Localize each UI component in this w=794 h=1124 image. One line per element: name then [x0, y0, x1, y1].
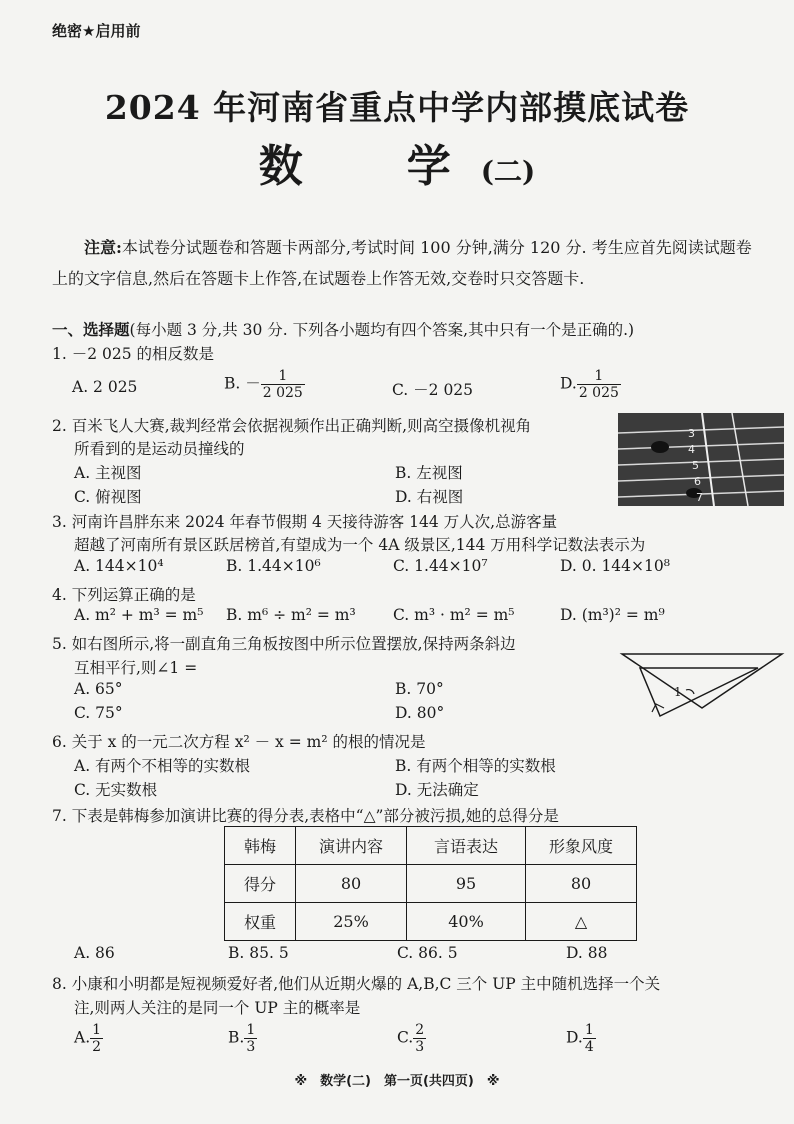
q5-option-d: D. 80°	[395, 704, 445, 722]
q1-b-prefix: B. －	[224, 374, 261, 393]
q2-option-c: C. 俯视图	[74, 488, 142, 506]
q1-option-b	[224, 368, 305, 401]
q2-stem-line1: 2. 百米飞人大赛,裁判经常会依据视频作出正确判断,则高空摄像机视角	[52, 417, 532, 435]
table-cell: 40%	[407, 903, 526, 941]
lane-number: 4	[688, 443, 695, 456]
q8-option-b	[228, 1022, 257, 1055]
table-row	[225, 827, 637, 865]
table-cell: 言语表达	[407, 827, 526, 865]
q8-b-prefix: B.	[228, 1028, 245, 1047]
triangle-svg	[616, 640, 788, 722]
confidential-label: 绝密★启用前	[52, 22, 141, 40]
table-cell: 80	[296, 865, 407, 903]
q3-option-c: C. 1.44×10⁷	[393, 557, 488, 575]
finish-line-svg	[618, 413, 784, 506]
q2-option-b: B. 左视图	[395, 464, 463, 482]
table-row	[225, 903, 637, 941]
table-cell: 形象风度	[526, 827, 637, 865]
q7-option-b: B. 85. 5	[228, 944, 289, 962]
q8-c-prefix: C.	[397, 1028, 414, 1047]
q1-d-numerator: 1	[577, 368, 621, 385]
q3-option-d: D. 0. 144×10⁸	[560, 557, 670, 575]
q3-stem-line2: 超越了河南所有景区跃居榜首,有望成为一个 4A 级景区,144 万用科学记数法表示为	[74, 536, 646, 554]
q6-option-c: C. 无实数根	[74, 781, 158, 799]
q8-a-numerator: 1	[92, 1022, 102, 1038]
q6-option-d: D. 无法确定	[395, 781, 479, 799]
q1-option-d	[560, 368, 621, 401]
finish-line-photo	[618, 413, 784, 506]
section-label: 一、选择题	[52, 320, 130, 339]
q4-option-d: D. (m³)² = m⁹	[560, 606, 665, 624]
notice-label: 注意:	[84, 238, 122, 257]
q1-option-c: C. －2 025	[392, 381, 474, 399]
subject-title	[0, 130, 794, 194]
triangle-figure	[616, 640, 788, 722]
subject-name: 数 学	[258, 141, 481, 192]
table-cell: 25%	[296, 903, 407, 941]
q8-stem-line1: 8. 小康和小明都是短视频爱好者,他们从近期火爆的 A,B,C 三个 UP 主中随机选择一个关	[52, 975, 661, 993]
angle-arc	[686, 690, 694, 694]
table-cell: 得分	[225, 865, 296, 903]
exam-title: 2024 年河南省重点中学内部摸底试卷	[104, 88, 690, 127]
q8-b-fraction	[244, 1022, 257, 1055]
q1-b-denominator: 2 025	[262, 385, 303, 401]
q1-option-a: A. 2 025	[72, 378, 138, 396]
q6-option-a: A. 有两个不相等的实数根	[74, 757, 251, 775]
triangle-lower	[640, 668, 758, 716]
q8-d-denominator: 4	[584, 1039, 594, 1055]
q8-a-prefix: A.	[74, 1028, 91, 1047]
notice-text: 本试卷分试题卷和答题卡两部分,考试时间 100 分钟,满分 120 分. 考生应首先阅读试题卷上的文字信息,然后在答题卡上作答,在试题卷上作答无效,交卷时只交答题卡.	[52, 238, 752, 288]
table-cell: 演讲内容	[296, 827, 407, 865]
q1-d-fraction	[577, 368, 621, 401]
table-cell: 权重	[225, 903, 296, 941]
q4-stem: 4. 下列运算正确的是	[52, 586, 196, 604]
lane-number: 5	[692, 459, 699, 472]
q8-c-numerator: 2	[415, 1022, 425, 1038]
q8-option-d	[566, 1022, 596, 1055]
table-cell: 韩梅	[225, 827, 296, 865]
q7-option-d: D. 88	[566, 944, 608, 962]
lane-number: 6	[694, 475, 701, 488]
q3-option-b: B. 1.44×10⁶	[226, 557, 321, 575]
q8-b-numerator: 1	[246, 1022, 256, 1038]
q8-c-denominator: 3	[415, 1039, 425, 1055]
q2-stem-line2: 所看到的是运动员撞线的	[74, 440, 245, 458]
q1-d-denominator: 2 025	[578, 385, 619, 401]
q5-option-c: C. 75°	[74, 704, 123, 722]
q1-b-numerator: 1	[261, 368, 305, 385]
section-heading	[52, 318, 634, 340]
q8-stem-line2: 注,则两人关注的是同一个 UP 主的概率是	[74, 999, 361, 1017]
q8-d-numerator: 1	[584, 1022, 594, 1038]
table-cell: △	[526, 903, 637, 941]
q3-option-a: A. 144×10⁴	[74, 557, 164, 575]
q6-stem: 6. 关于 x 的一元二次方程 x² － x = m² 的根的情况是	[52, 733, 426, 751]
q4-option-a: A. m² + m³ = m⁵	[74, 606, 204, 624]
notice-paragraph	[52, 232, 757, 294]
q8-b-denominator: 3	[246, 1039, 256, 1055]
q8-d-prefix: D.	[566, 1028, 583, 1047]
q5-option-b: B. 70°	[395, 680, 444, 698]
q2-option-d: D. 右视图	[395, 488, 464, 506]
score-table	[224, 826, 637, 941]
q8-option-a	[74, 1022, 103, 1055]
table-cell: 80	[526, 865, 637, 903]
q1-d-prefix: D.	[560, 374, 577, 393]
q3-stem-line1: 3. 河南许昌胖东来 2024 年春节假期 4 天接待游客 144 万人次,总游客量	[52, 513, 558, 531]
table-cell: 95	[407, 865, 526, 903]
runner-shadow	[651, 441, 669, 453]
q8-a-fraction	[90, 1022, 103, 1055]
q2-option-a: A. 主视图	[74, 464, 142, 482]
q4-option-b: B. m⁶ ÷ m² = m³	[226, 606, 356, 624]
q5-stem-line2: 互相平行,则∠1 =	[74, 659, 198, 677]
q7-option-a: A. 86	[74, 944, 115, 962]
subject-suffix: (二)	[480, 155, 536, 188]
q8-option-c	[397, 1022, 426, 1055]
table-row	[225, 865, 637, 903]
angle-1-label: 1	[674, 685, 682, 699]
q8-a-denominator: 2	[92, 1039, 102, 1055]
q5-option-a: A. 65°	[74, 680, 123, 698]
q5-stem-line1: 5. 如右图所示,将一副直角三角板按图中所示位置摆放,保持两条斜边	[52, 635, 516, 653]
q1-b-fraction	[261, 368, 305, 401]
q8-d-fraction	[583, 1022, 596, 1055]
q1-stem: 1. －2 025 的相反数是	[52, 345, 215, 363]
q8-c-fraction	[413, 1022, 426, 1055]
q4-option-c: C. m³ · m² = m⁵	[393, 606, 515, 624]
page-footer: ※ 数学(二) 第一页(共四页) ※	[294, 1074, 500, 1089]
lane-number: 3	[688, 427, 695, 440]
section-desc: (每小题 3 分,共 30 分. 下列各小题均有四个答案,其中只有一个是正确的.)	[129, 321, 635, 339]
q7-stem: 7. 下表是韩梅参加演讲比赛的得分表,表格中“△”部分被污损,她的总得分是	[52, 807, 559, 825]
lane-number: 7	[696, 491, 703, 504]
q7-option-c: C. 86. 5	[397, 944, 458, 962]
q6-option-b: B. 有两个相等的实数根	[395, 757, 556, 775]
